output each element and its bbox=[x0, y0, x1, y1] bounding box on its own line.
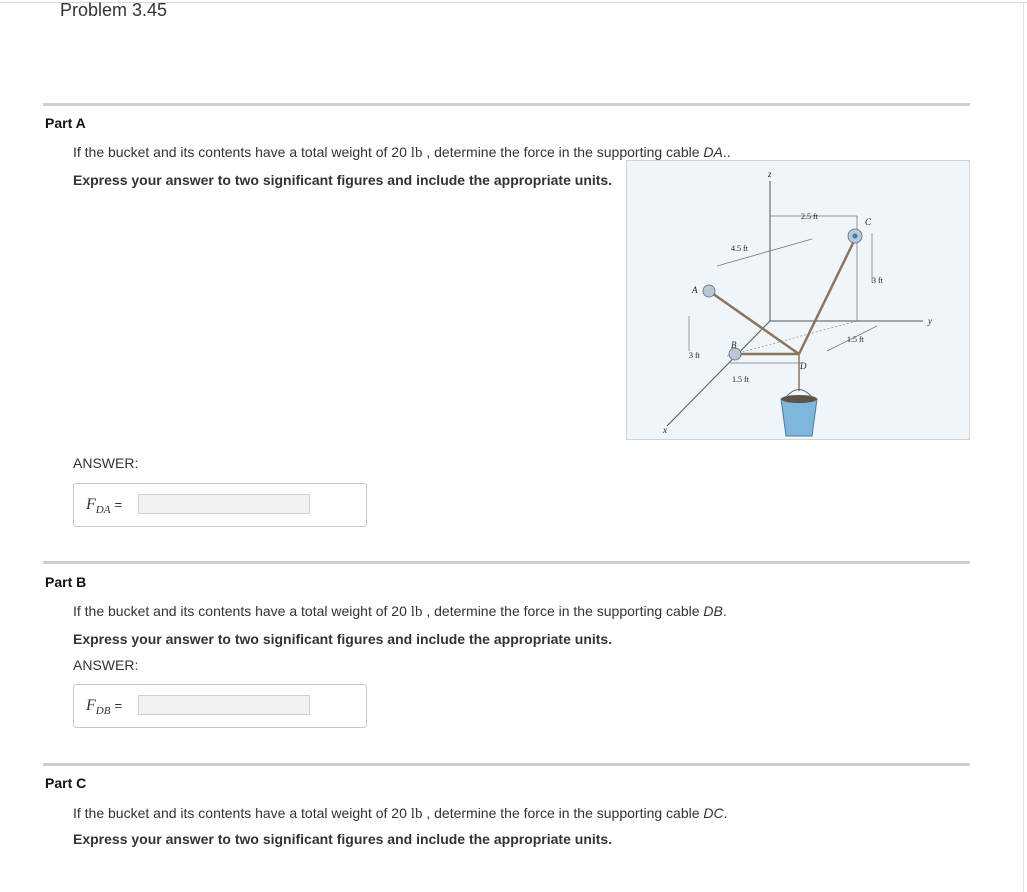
part-c-question: If the bucket and its contents have a total weight of 20 lb , determine the force in the supporting cable DC. bbox=[73, 805, 728, 822]
label-dim-15ft-bottom: 1.5 ft bbox=[732, 375, 749, 384]
label-point-b: B bbox=[731, 340, 737, 350]
bucket-contents bbox=[781, 395, 817, 403]
problem-figure bbox=[626, 160, 970, 440]
part-a-instruction: Express your answer to two significant figures and include the appropriate units. bbox=[73, 172, 613, 188]
part-a-label: Part A bbox=[45, 115, 86, 131]
part-b-question: If the bucket and its contents have a total weight of 20 lb , determine the force in the supporting cable DB. bbox=[73, 603, 727, 620]
part-b-divider bbox=[43, 561, 970, 564]
label-point-a: A bbox=[692, 285, 698, 295]
label-dim-15ft-right: 1.5 ft bbox=[847, 335, 864, 344]
label-y-axis: y bbox=[928, 316, 932, 326]
part-a-divider bbox=[43, 103, 970, 106]
part-c-instruction: Express your answer to two significant figures and include the appropriate units. bbox=[73, 831, 613, 847]
right-border bbox=[1023, 2, 1024, 892]
part-b-answer-label: ANSWER: bbox=[73, 657, 139, 673]
part-a-answer-box bbox=[73, 483, 367, 527]
part-b-instruction: Express your answer to two significant figures and include the appropriate units. bbox=[73, 631, 613, 647]
bucket bbox=[781, 399, 817, 436]
label-point-c: C bbox=[865, 217, 872, 227]
problem-title: Problem 3.45 bbox=[60, 0, 168, 20]
label-x-axis: x bbox=[663, 425, 667, 435]
part-b-answer-box bbox=[73, 684, 367, 728]
cable-da bbox=[709, 291, 799, 354]
helper-b-line bbox=[727, 321, 857, 356]
part-c-label: Part C bbox=[45, 775, 87, 791]
label-dim-3ft-left: 3 ft bbox=[689, 351, 700, 360]
part-b-variable: $F_{DB}$ = bbox=[86, 697, 123, 718]
part-a-variable: $F_{DA}$ = bbox=[86, 496, 123, 517]
x-axis bbox=[667, 321, 770, 426]
support-a bbox=[703, 285, 715, 297]
label-point-d: D bbox=[800, 361, 807, 371]
label-dim-3ft-right: 3 ft bbox=[872, 276, 883, 285]
label-dim-25ft: 2.5 ft bbox=[801, 212, 818, 221]
part-a-question: If the bucket and its contents have a total weight of 20 lb , determine the force in the supporting cable DA.. bbox=[73, 144, 731, 161]
part-c-divider bbox=[43, 763, 970, 766]
part-b-label: Part B bbox=[45, 574, 87, 590]
support-c-bolt bbox=[853, 234, 858, 239]
part-a-answer-label: ANSWER: bbox=[73, 455, 139, 471]
label-z-axis: z bbox=[768, 169, 772, 179]
label-dim-45ft: 4.5 ft bbox=[731, 244, 748, 253]
cable-system-diagram bbox=[627, 161, 971, 441]
part-a-answer-input[interactable] bbox=[138, 494, 310, 514]
part-b-answer-input[interactable] bbox=[138, 695, 310, 715]
